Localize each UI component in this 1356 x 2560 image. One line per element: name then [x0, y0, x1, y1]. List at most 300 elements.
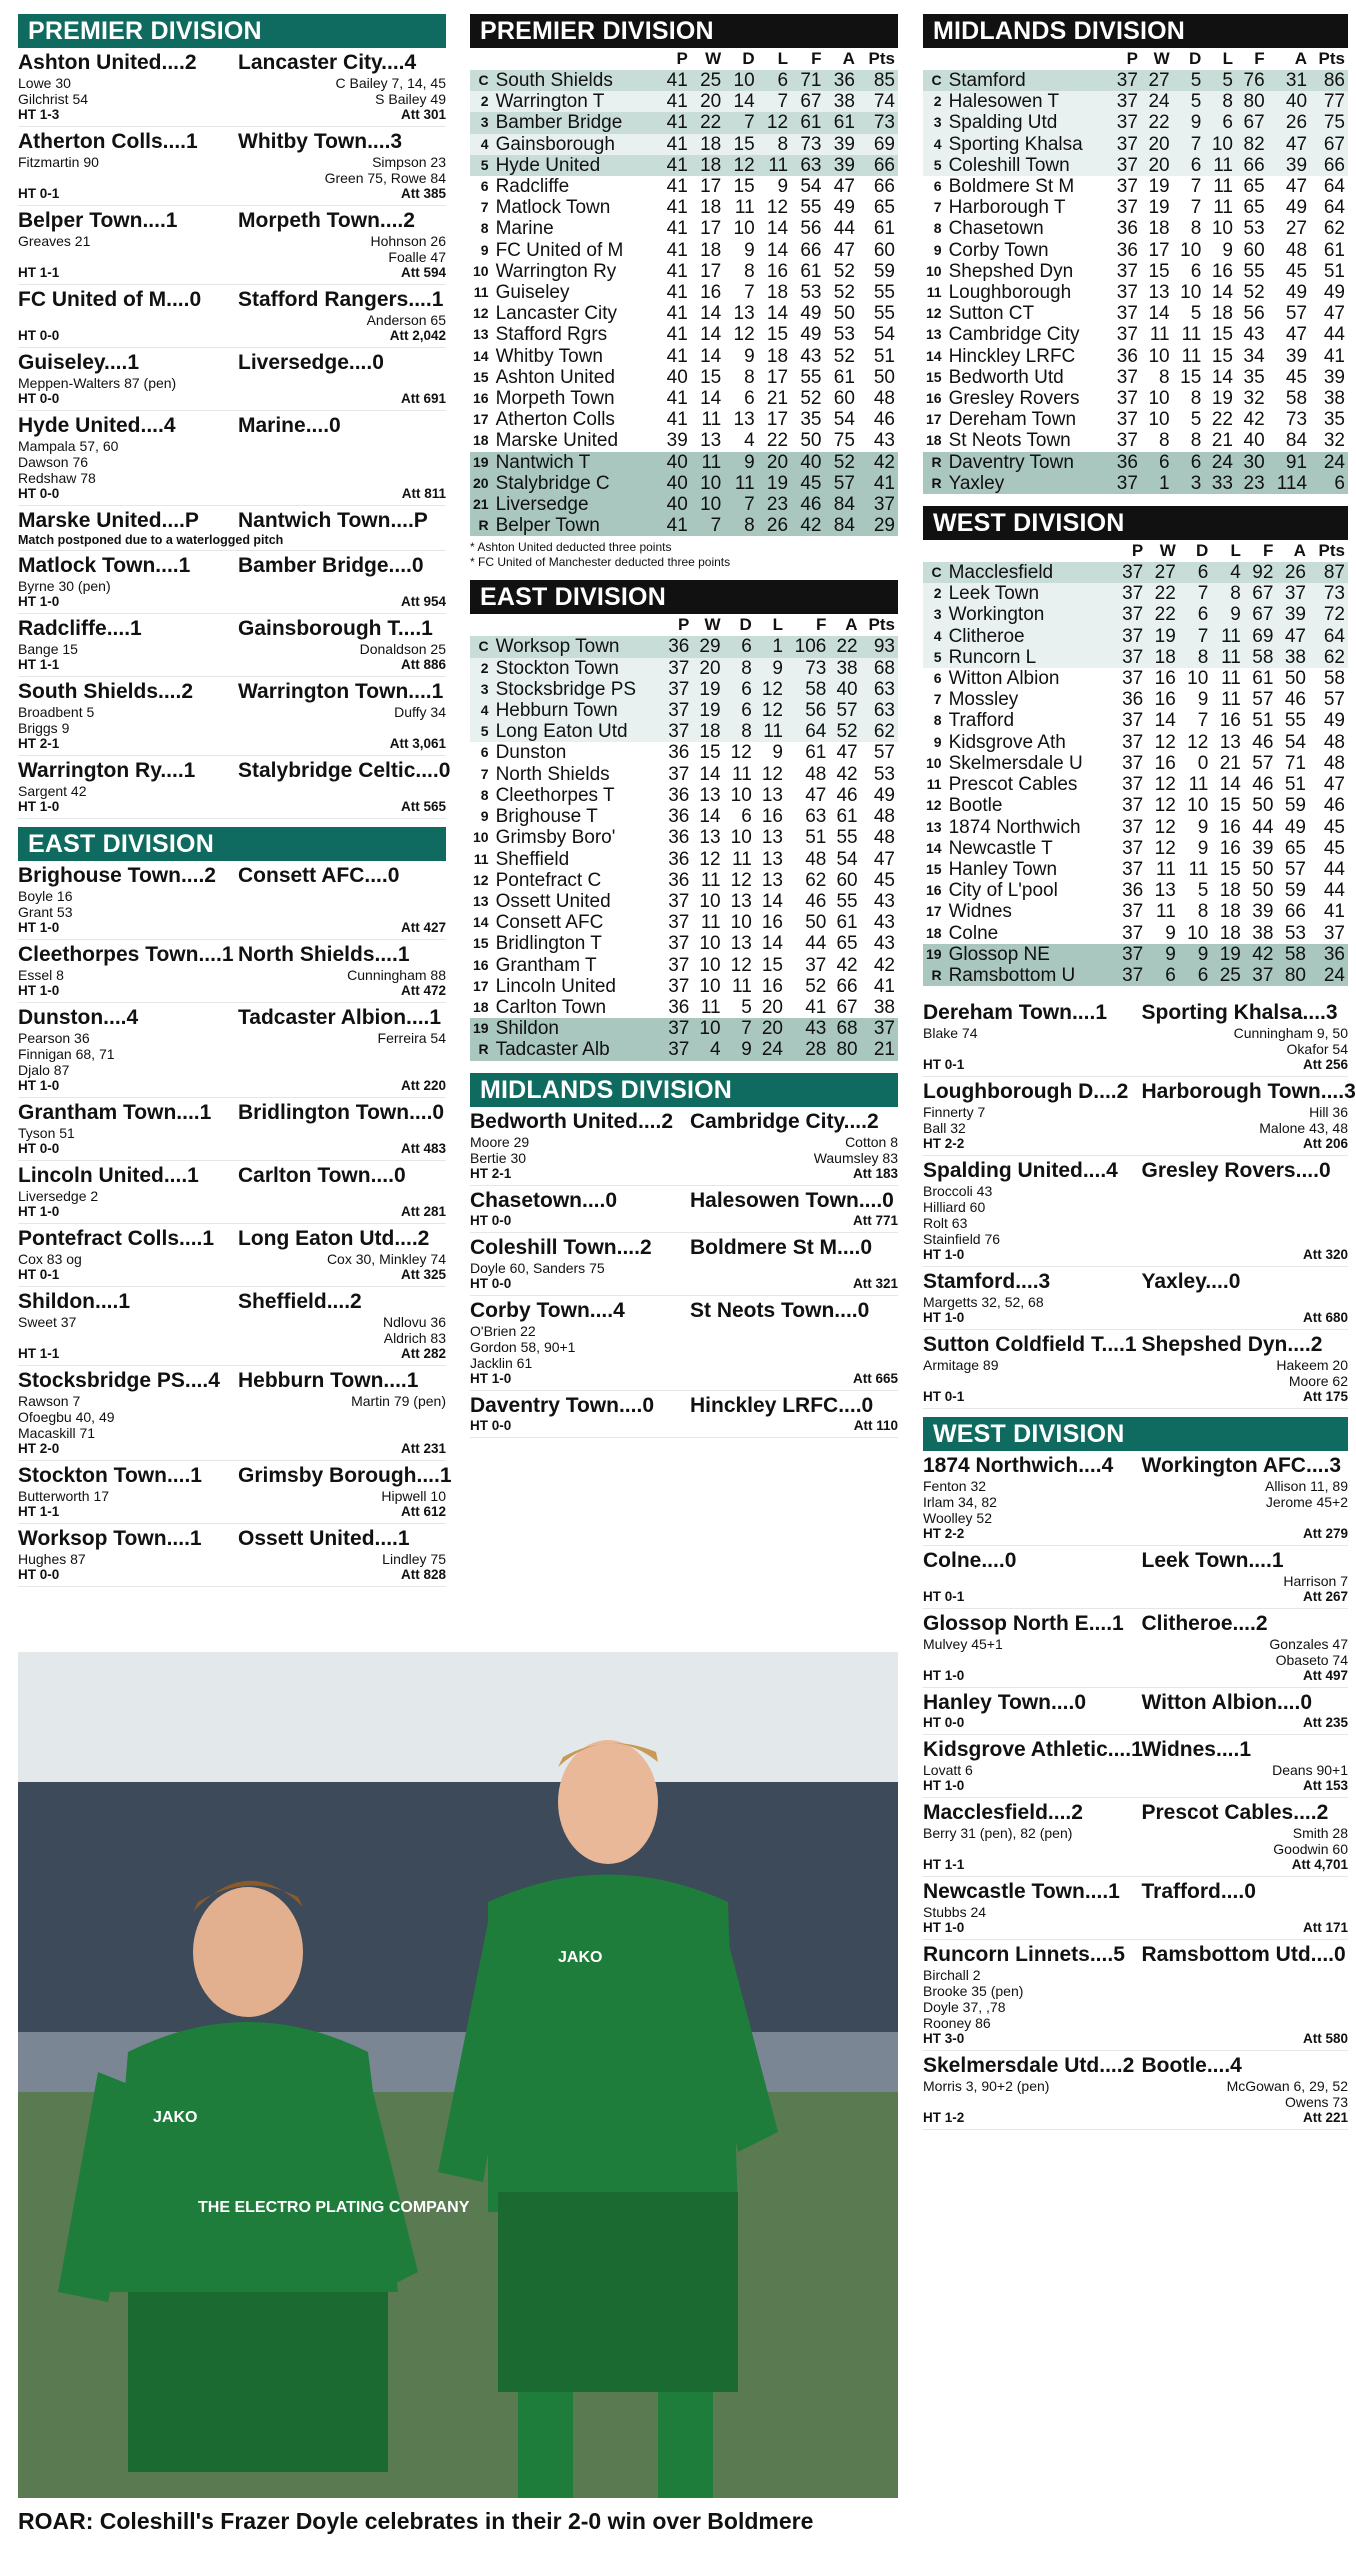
stat-cell: 15: [766, 324, 789, 346]
table-row: [923, 452, 1348, 473]
col-header: L: [1222, 49, 1233, 68]
stat-cell: 69: [1244, 626, 1277, 647]
result-line: [18, 554, 446, 578]
table-note: * FC United of Manchester deducted three points: [470, 555, 731, 570]
stat-cell: 47: [873, 848, 895, 870]
result: [18, 1098, 446, 1161]
stat-cell: 24: [1141, 91, 1173, 112]
stat-cell: 41: [657, 155, 690, 176]
half-time: HT 1-1: [18, 1504, 60, 1519]
stat-cell: 27: [1146, 562, 1179, 583]
result: [923, 1451, 1348, 1546]
stat-cell: 19: [1211, 388, 1233, 410]
stat-cell: 50: [1252, 795, 1274, 817]
stat-cell: 8: [1159, 366, 1170, 388]
stat-cell: 11: [1213, 197, 1233, 219]
stat-cell: 61: [836, 806, 858, 828]
stat-cell: 7: [691, 515, 724, 536]
result-line: [470, 1236, 898, 1260]
col-header: W: [1159, 541, 1176, 561]
midlands-league-table: [923, 48, 1348, 494]
stat-cell: 41: [657, 515, 690, 536]
stat-cell: 63: [791, 155, 824, 176]
home-team: Worksop Town....1: [18, 1527, 202, 1550]
stat-cell: 26: [1268, 112, 1310, 133]
stat-cell: 40: [791, 452, 824, 473]
home-scorers: Fitzmartin 90: [18, 154, 99, 170]
half-time: HT 0-1: [923, 1389, 965, 1405]
stat-cell: 51: [1252, 710, 1274, 732]
stat-cell: 47: [833, 176, 855, 198]
stat-cell: 6: [741, 806, 752, 828]
stat-cell: 7: [758, 91, 791, 112]
position: 4: [923, 134, 946, 155]
away-team: Witton Albion....0: [1141, 1691, 1313, 1715]
team-name: Stamford: [946, 70, 1110, 91]
stat-cell: 80: [1236, 91, 1268, 112]
result: [923, 1688, 1348, 1735]
stat-cell: 13: [700, 430, 722, 452]
stat-cell: 10: [691, 473, 724, 494]
team-name: Dereham Town: [948, 409, 1077, 431]
result: [923, 1877, 1348, 1940]
stat-cell: 18: [766, 345, 789, 367]
stat-cell: 19: [1211, 944, 1244, 965]
stat-cell: 48: [805, 763, 827, 785]
stat-cell: 67: [1310, 134, 1348, 155]
stat-cell: 3: [1173, 473, 1205, 494]
stat-cell: 19: [758, 473, 791, 494]
table-row: [923, 710, 1348, 731]
position: 9: [480, 241, 489, 258]
half-time: HT 1-0: [18, 799, 60, 814]
position: 18: [926, 924, 942, 941]
home-team: Matlock Town....1: [18, 554, 191, 577]
table-row: [923, 626, 1348, 647]
result: [923, 1609, 1348, 1688]
position: 2: [470, 91, 493, 112]
home-team: Ashton United....2: [18, 51, 197, 74]
stat-cell: 36: [1116, 218, 1138, 240]
half-time: HT 1-1: [923, 1857, 965, 1873]
scorers: [923, 1967, 1348, 2031]
table-row: [470, 261, 898, 282]
table-row: [470, 1018, 898, 1039]
team-name: Prescot Cables: [948, 774, 1078, 796]
attendance: Att 886: [400, 657, 446, 672]
stat-cell: 18: [692, 721, 723, 742]
stat-cell: 14: [761, 890, 783, 912]
stat-cell: 49: [1323, 710, 1345, 732]
stat-cell: 12: [1187, 731, 1209, 753]
away-scorers: [684, 1323, 898, 1371]
stat-cell: 37: [668, 912, 690, 934]
col-header: A: [842, 49, 855, 68]
stat-cell: 7: [1197, 710, 1209, 732]
result: [18, 861, 446, 940]
away-team: Sheffield....2: [238, 1290, 362, 1313]
stat-cell: 55: [873, 282, 895, 304]
attendance: Att 497: [1302, 1668, 1348, 1684]
scorers: [18, 783, 446, 799]
team-name: Lincoln United: [495, 975, 616, 997]
result-line: [18, 351, 446, 375]
home-team: Runcorn Linnets....5: [923, 1943, 1125, 1967]
attendance: Att 183: [852, 1165, 898, 1181]
col-header: D: [1196, 541, 1209, 561]
stat-cell: 11: [700, 996, 721, 1018]
stat-cell: 49: [1323, 282, 1345, 304]
stat-cell: 9: [777, 176, 789, 198]
stat-cell: 11: [732, 848, 752, 870]
stat-cell: 54: [800, 176, 822, 198]
stat-cell: 37: [1122, 837, 1144, 859]
stat-cell: 39: [824, 134, 857, 155]
stat-cell: 50: [805, 912, 827, 934]
table-row: [923, 859, 1348, 880]
result-line: [923, 1801, 1348, 1825]
stat-cell: 66: [858, 155, 898, 176]
result-line: [18, 288, 446, 312]
stat-cell: 56: [800, 218, 822, 240]
stat-cell: 12: [730, 742, 752, 764]
stat-cell: 41: [657, 134, 690, 155]
stat-cell: 84: [824, 494, 857, 515]
stat-cell: 36: [668, 742, 690, 764]
premier-table-header: PREMIER DIVISION: [470, 14, 898, 48]
stat-cell: 24: [755, 1039, 786, 1060]
team-name: Loughborough: [948, 282, 1072, 304]
away-team: Sporting Khalsa....3: [1141, 1001, 1338, 1025]
away-team: Tadcaster Albion....1: [238, 1006, 442, 1029]
position: R: [923, 965, 946, 986]
stat-cell: 58: [1285, 388, 1308, 410]
home-scorers: Broccoli 43 Hilliard 60 Rolt 63 Stainfield 76: [923, 1183, 1001, 1248]
position: 11: [473, 850, 489, 867]
home-scorers: Sargent 42: [18, 783, 87, 799]
stat-cell: 13: [730, 933, 752, 955]
stat-cell: 39: [666, 430, 688, 452]
midlands-table-header: MIDLANDS DIVISION: [923, 14, 1348, 48]
away-scorers: [232, 888, 446, 920]
ht-attendance: [923, 1920, 1348, 1936]
home-scorers: Boyle 16 Grant 53: [18, 888, 73, 920]
result-line: [18, 759, 451, 783]
team-name: Corby Town: [948, 239, 1049, 261]
stat-cell: 6: [1141, 452, 1173, 473]
stat-cell: 55: [1284, 710, 1306, 732]
position: 4: [923, 626, 946, 647]
team-name: Liversedge: [493, 494, 658, 515]
team-name: Stalybridge C: [493, 473, 658, 494]
stat-cell: 39: [1323, 366, 1345, 388]
away-team: Hinckley LRFC....0: [690, 1393, 874, 1417]
stat-cell: 40: [657, 473, 690, 494]
stat-cell: 11: [700, 912, 721, 934]
stat-cell: 67: [791, 91, 824, 112]
scorers: [923, 1573, 1348, 1589]
table-row: [923, 583, 1348, 604]
team-name: Radcliffe: [495, 176, 570, 198]
result-line: [470, 1394, 898, 1418]
stat-cell: 37: [1114, 626, 1147, 647]
position: 12: [473, 871, 489, 888]
stat-cell: 19: [692, 679, 723, 700]
away-team: Bamber Bridge....0: [238, 554, 424, 577]
table-row: [470, 409, 898, 430]
ht-attendance: [18, 265, 446, 281]
stat-cell: 14: [700, 345, 722, 367]
stat-cell: 17: [700, 176, 722, 198]
stat-cell: 42: [1244, 944, 1277, 965]
table-row: [923, 240, 1348, 261]
ht-attendance: [18, 486, 446, 502]
stat-cell: 43: [873, 430, 895, 452]
stat-cell: 55: [800, 197, 822, 219]
position: 14: [473, 347, 489, 364]
stat-cell: 11: [1181, 324, 1202, 346]
stat-cell: 8: [744, 366, 755, 388]
stat-cell: 47: [1323, 303, 1345, 325]
away-scorers: Simpson 23 Green 75, Rowe 84: [324, 154, 446, 186]
stat-cell: 15: [1148, 260, 1170, 282]
stat-cell: 9: [1173, 112, 1205, 133]
stat-cell: 91: [1268, 452, 1310, 473]
half-time: HT 0-0: [470, 1275, 512, 1291]
stat-cell: 41: [1323, 901, 1345, 923]
scorers: [18, 1314, 446, 1346]
result: [18, 677, 446, 756]
away-team: Ossett United....1: [238, 1527, 410, 1550]
home-team: Hanley Town....0: [923, 1691, 1086, 1715]
stat-cell: 36: [1116, 239, 1138, 261]
stat-cell: 10: [1148, 345, 1170, 367]
table-head: [923, 48, 1348, 70]
half-time: HT 1-0: [923, 1310, 965, 1326]
stat-cell: 60: [873, 239, 895, 261]
ht-attendance: [470, 1371, 898, 1387]
stat-cell: 42: [836, 954, 858, 976]
home-team: Corby Town....4: [470, 1298, 625, 1322]
home-team: South Shields....2: [18, 680, 194, 703]
stat-cell: 25: [1211, 965, 1244, 986]
table-row: [470, 388, 898, 409]
stat-cell: 46: [805, 890, 827, 912]
stat-cell: 37: [1244, 965, 1277, 986]
away-scorers: [1136, 1967, 1349, 2031]
home-team: Colne....0: [923, 1549, 1017, 1573]
result-line: [18, 680, 446, 704]
stat-cell: 17: [700, 260, 722, 282]
stat-cell: 40: [657, 452, 690, 473]
west-results-header: WEST DIVISION: [923, 1417, 1348, 1451]
ht-attendance: [923, 1247, 1348, 1263]
stat-cell: 8: [1204, 91, 1236, 112]
team-name: St Neots Town: [948, 430, 1071, 452]
stat-cell: 54: [836, 848, 858, 870]
half-time: HT 1-0: [18, 594, 60, 609]
scorers: [18, 438, 446, 486]
table-row: [470, 218, 898, 239]
stat-cell: 59: [1284, 880, 1306, 902]
away-team: Stalybridge Celtic....0: [238, 759, 451, 782]
stat-cell: 50: [1284, 668, 1306, 690]
stat-cell: 41: [873, 975, 895, 997]
stat-cell: 47: [1285, 324, 1308, 346]
stat-cell: 15: [761, 954, 783, 976]
stat-cell: 38: [824, 91, 857, 112]
away-scorers: Allison 11, 89 Jerome 45+2: [1264, 1478, 1348, 1511]
result: [18, 348, 446, 411]
stat-cell: 51: [1284, 774, 1306, 796]
half-time: HT 0-0: [470, 1212, 512, 1228]
ht-attendance: [18, 391, 446, 407]
away-team: Yaxley....0: [1141, 1270, 1241, 1294]
stat-cell: 5: [1173, 70, 1205, 91]
away-scorers: [232, 578, 446, 594]
stat-cell: 16: [1219, 816, 1241, 838]
stat-cell: 18: [766, 282, 789, 304]
home-team: Kidsgrove Athletic....1: [923, 1738, 1143, 1762]
position: 8: [933, 220, 942, 237]
stat-cell: 44: [833, 218, 855, 240]
position: 9: [933, 241, 942, 258]
scorers: [923, 1357, 1348, 1389]
ht-attendance: [18, 920, 446, 936]
home-scorers: Butterworth 17: [18, 1488, 110, 1504]
ht-attendance: [470, 1213, 898, 1229]
stat-cell: 12: [766, 197, 789, 219]
half-time: HT 1-3: [18, 107, 60, 122]
col-header: F: [1263, 541, 1274, 561]
stat-cell: 48: [805, 848, 827, 870]
away-scorers: [232, 1125, 446, 1141]
team-name: Colne: [948, 922, 999, 944]
ht-attendance: [18, 1441, 446, 1457]
stat-cell: 47: [1276, 626, 1309, 647]
stat-cell: 11: [1221, 689, 1241, 711]
result-line: [923, 1549, 1348, 1573]
table-row: [470, 494, 898, 515]
attendance: Att 612: [400, 1504, 446, 1519]
half-time: HT 0-0: [18, 391, 60, 406]
home-team: Lincoln United....1: [18, 1164, 199, 1187]
position: C: [470, 636, 493, 657]
table-row: [470, 912, 898, 933]
stat-cell: 50: [1252, 858, 1274, 880]
col-header: Pts: [868, 615, 895, 635]
stat-cell: 80: [829, 1039, 860, 1060]
position: 5: [923, 647, 946, 668]
stat-cell: 44: [805, 933, 827, 955]
result-line: [18, 864, 446, 888]
stat-cell: 48: [1285, 239, 1308, 261]
ht-attendance: [923, 1136, 1348, 1152]
stat-cell: 71: [791, 70, 824, 91]
col-header: L: [772, 615, 783, 635]
result-line: [923, 1454, 1348, 1478]
stat-cell: 65: [873, 197, 895, 219]
table-row: [470, 155, 898, 176]
home-scorers: Mampala 57, 60 Dawson 76 Redshaw 78: [18, 438, 119, 486]
stat-cell: 6: [758, 70, 791, 91]
stat-cell: 37: [805, 954, 827, 976]
stat-cell: 37: [1114, 647, 1147, 668]
stat-cell: 37: [1122, 816, 1144, 838]
stat-cell: 64: [1309, 626, 1348, 647]
stat-cell: 15: [1211, 345, 1233, 367]
position: 9: [933, 733, 942, 750]
stat-cell: 47: [836, 742, 858, 764]
team-name: Clitheroe: [946, 626, 1114, 647]
stat-cell: 16: [761, 912, 783, 934]
stat-cell: 37: [661, 658, 692, 679]
stat-cell: 30: [1236, 452, 1268, 473]
ht-attendance: [923, 1778, 1348, 1794]
half-time: HT 2-0: [18, 1441, 60, 1456]
stat-cell: 24: [1310, 452, 1348, 473]
team-name: Hebburn Town: [493, 700, 662, 721]
stat-cell: 37: [668, 954, 690, 976]
stat-cell: 18: [1148, 218, 1170, 240]
stat-cell: 61: [791, 112, 824, 133]
stat-cell: 65: [1284, 837, 1306, 859]
stat-cell: 9: [744, 239, 755, 261]
stat-cell: 27: [1141, 70, 1173, 91]
stat-cell: 22: [1146, 583, 1179, 604]
stat-cell: 43: [873, 912, 895, 934]
home-scorers: Lowe 30 Gilchrist 54: [18, 75, 89, 107]
stat-cell: 10: [1148, 409, 1170, 431]
half-time: HT 2-2: [923, 1136, 965, 1152]
stat-cell: 23: [758, 494, 791, 515]
stat-cell: 55: [1243, 260, 1265, 282]
team-name: Carlton Town: [495, 996, 607, 1018]
ht-attendance: [923, 1310, 1348, 1326]
result: [18, 206, 446, 285]
home-team: Stockton Town....1: [18, 1464, 202, 1487]
stat-cell: 36: [1116, 345, 1138, 367]
position: 16: [473, 956, 489, 973]
stat-cell: 54: [1284, 731, 1306, 753]
ht-attendance: [923, 1526, 1348, 1542]
stat-cell: 41: [666, 345, 688, 367]
result-line: [470, 1299, 898, 1323]
col-header: W: [705, 49, 722, 68]
col-header: F: [811, 49, 822, 68]
stat-cell: 27: [1285, 218, 1308, 240]
stat-cell: 19: [1146, 626, 1179, 647]
position: C: [923, 562, 946, 583]
table-row: [470, 679, 898, 700]
stat-cell: 53: [873, 763, 895, 785]
away-team: Widnes....1: [1141, 1738, 1252, 1762]
stat-cell: 16: [1154, 689, 1176, 711]
ht-attendance: [923, 1589, 1348, 1605]
result: [923, 1077, 1356, 1156]
west-results: [923, 1451, 1348, 2130]
position: 8: [480, 220, 489, 237]
stat-cell: 54: [873, 324, 895, 346]
table-row: [923, 753, 1348, 774]
home-scorers: Broadbent 5 Briggs 9: [18, 704, 95, 736]
stat-cell: 10: [699, 954, 721, 976]
attendance: Att 256: [1302, 1057, 1348, 1073]
half-time: HT 1-0: [18, 983, 60, 998]
stat-cell: 51: [805, 827, 827, 849]
team-name: Bedworth Utd: [948, 366, 1064, 388]
ht-attendance: [18, 799, 446, 815]
